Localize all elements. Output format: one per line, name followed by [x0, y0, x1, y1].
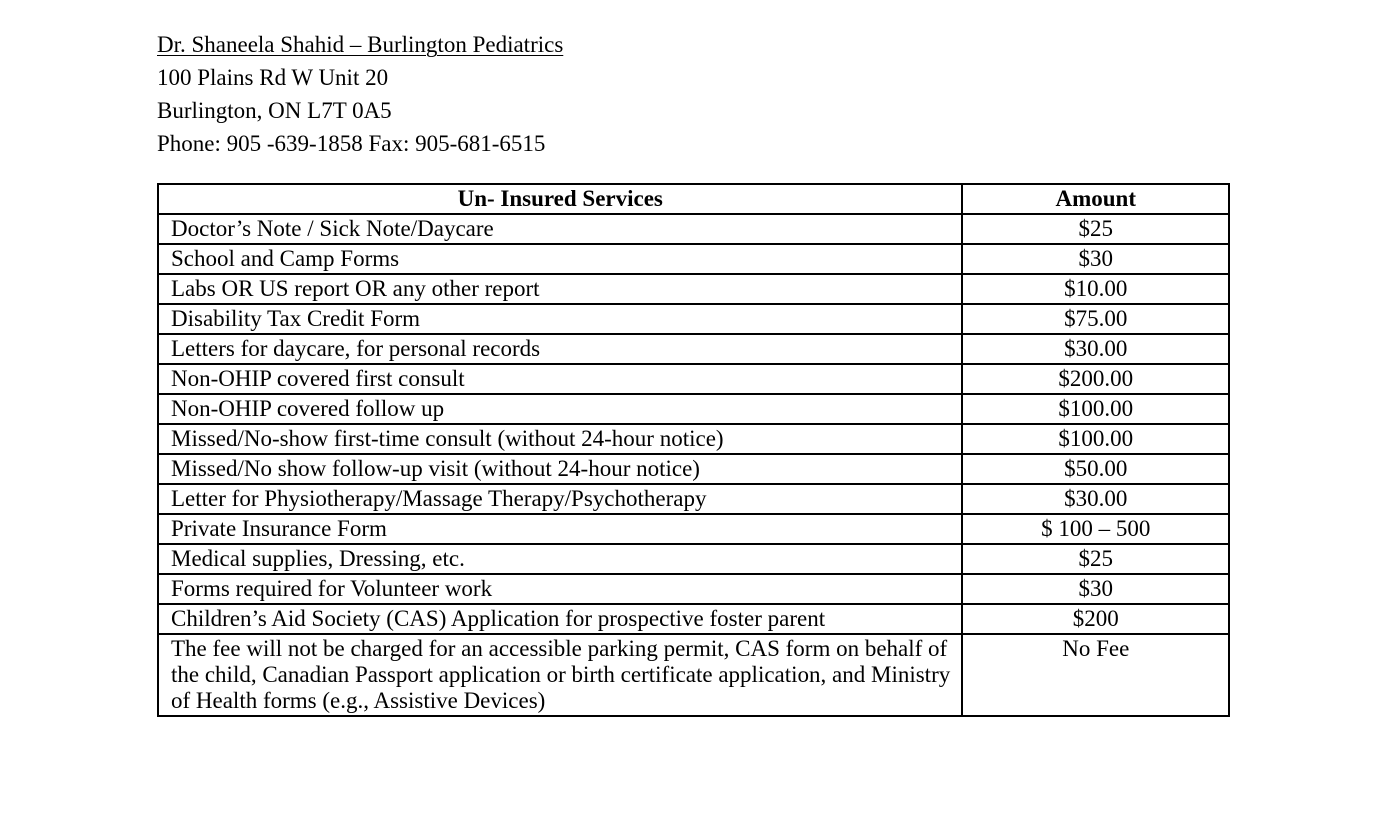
table-row: [158, 394, 1229, 424]
amount-cell: $30.00: [962, 484, 1229, 514]
service-cell: Missed/No show follow-up visit (without 24-hour notice): [158, 454, 962, 484]
table-row: [158, 454, 1229, 484]
service-cell: Medical supplies, Dressing, etc.: [158, 544, 962, 574]
service-cell: Letters for daycare, for personal records: [158, 334, 962, 364]
amount-cell: $50.00: [962, 454, 1229, 484]
amount-cell: $200.00: [962, 364, 1229, 394]
table-row: [158, 484, 1229, 514]
table-row: [158, 634, 1229, 716]
amount-cell: $30: [962, 244, 1229, 274]
address-line-2: Burlington, ON L7T 0A5: [157, 98, 392, 123]
service-cell: Non-OHIP covered first consult: [158, 364, 962, 394]
table-row: [158, 604, 1229, 634]
amount-cell: $25: [962, 544, 1229, 574]
table-row: [158, 544, 1229, 574]
table-row: [158, 514, 1229, 544]
table-row: [158, 244, 1229, 274]
service-cell: Labs OR US report OR any other report: [158, 274, 962, 304]
amount-cell: $200: [962, 604, 1229, 634]
service-cell: School and Camp Forms: [158, 244, 962, 274]
amount-cell: $ 100 – 500: [962, 514, 1229, 544]
table-header-row: [158, 184, 1229, 214]
table-row: [158, 214, 1229, 244]
amount-cell: $100.00: [962, 424, 1229, 454]
service-cell: Forms required for Volunteer work: [158, 574, 962, 604]
clinic-name: Dr. Shaneela Shahid – Burlington Pediatrics: [157, 32, 564, 57]
amount-cell: $100.00: [962, 394, 1229, 424]
table-row: [158, 574, 1229, 604]
table-row: [158, 424, 1229, 454]
service-cell: Disability Tax Credit Form: [158, 304, 962, 334]
amount-column-header: Amount: [962, 184, 1229, 214]
table-row: [158, 304, 1229, 334]
clinic-header: [157, 28, 563, 160]
service-cell: Non-OHIP covered follow up: [158, 394, 962, 424]
amount-cell: $30: [962, 574, 1229, 604]
service-cell: Doctor’s Note / Sick Note/Daycare: [158, 214, 962, 244]
service-cell: Missed/No-show first-time consult (without 24-hour notice): [158, 424, 962, 454]
contact-line: Phone: 905 -639-1858 Fax: 905-681-6515: [157, 131, 546, 156]
service-column-header: Un- Insured Services: [158, 184, 962, 214]
address-line-1: 100 Plains Rd W Unit 20: [157, 65, 389, 90]
uninsured-services-table: [157, 183, 1230, 717]
amount-cell: $75.00: [962, 304, 1229, 334]
amount-cell: No Fee: [962, 634, 1229, 716]
service-cell: Children’s Aid Society (CAS) Application for prospective foster parent: [158, 604, 962, 634]
amount-cell: $10.00: [962, 274, 1229, 304]
service-cell: Private Insurance Form: [158, 514, 962, 544]
table-row: [158, 364, 1229, 394]
amount-cell: $30.00: [962, 334, 1229, 364]
service-cell: The fee will not be charged for an accessible parking permit, CAS form on behalf of the child, Canadian Passport application or birth certificate application, and Ministry of Health forms (e.g., Assistive Devices): [158, 634, 962, 716]
table-row: [158, 274, 1229, 304]
amount-cell: $25: [962, 214, 1229, 244]
service-cell: Letter for Physiotherapy/Massage Therapy/Psychotherapy: [158, 484, 962, 514]
table-row: [158, 334, 1229, 364]
